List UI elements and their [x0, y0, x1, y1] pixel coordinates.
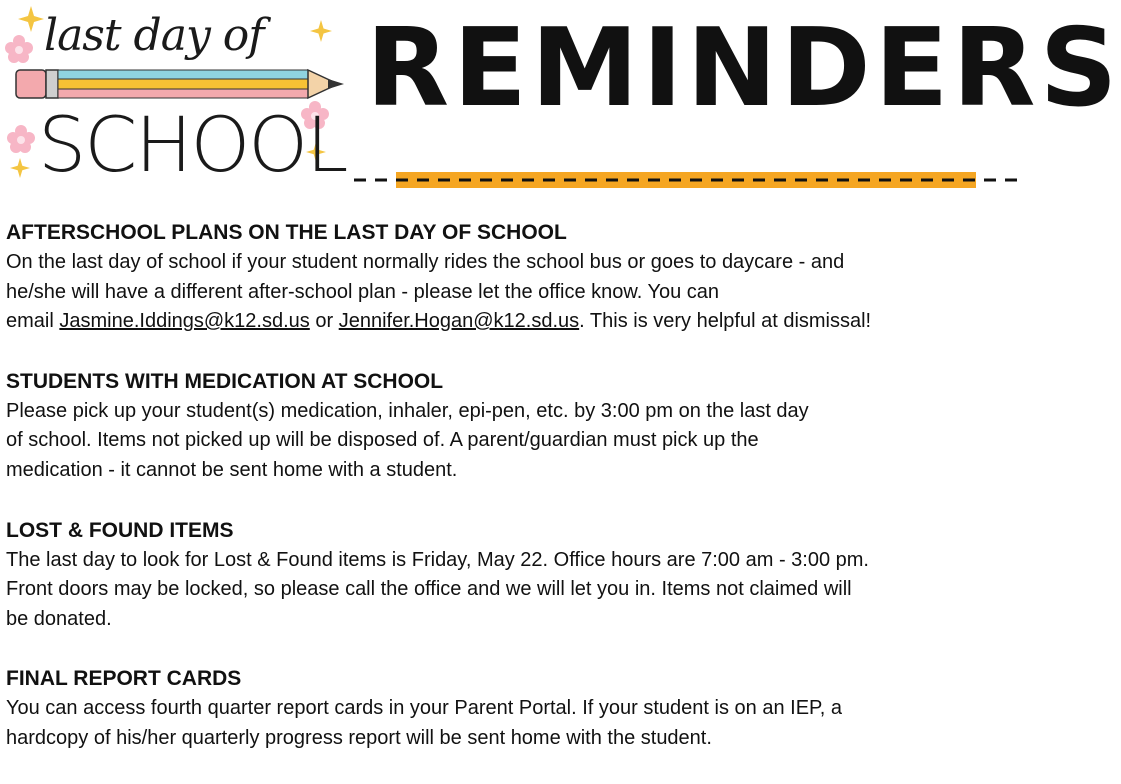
reminders-content [6, 218, 1018, 784]
email-prefix: email [6, 310, 60, 333]
section-final-report-cards [6, 664, 1018, 753]
body-line: hardcopy of his/her quarterly progress report will be sent home with the student. [6, 726, 712, 749]
pencil-icon [10, 64, 350, 104]
dashed-underline [352, 170, 1020, 190]
body-line-email [6, 307, 1018, 337]
body-line: he/she will have a different after-school plan - please let the office know. You can [6, 280, 720, 303]
section-afterschool-plans [6, 218, 1018, 337]
page-title: REMINDERS [366, 6, 1121, 131]
body-line: medication - it cannot be sent home with a student. [6, 458, 458, 481]
body-line: Please pick up your student(s) medication, inhaler, epi-pen, etc. by 3:00 pm on the last day [6, 399, 809, 422]
section-heading: AFTERSCHOOL PLANS ON THE LAST DAY OF SCHOOL [6, 221, 567, 244]
body-line: On the last day of school if your student normally rides the school bus or goes to daycare - and [6, 251, 845, 273]
header-banner [0, 0, 1121, 205]
email-suffix: . This is very helpful at dismissal! [579, 310, 872, 333]
email-separator: or [309, 310, 339, 333]
section-lost-and-found [6, 516, 1018, 635]
body-line: be donated. [6, 607, 112, 630]
body-line: You can access fourth quarter report cards in your Parent Portal. If your student is on an IEP, a [6, 697, 843, 720]
section-heading: FINAL REPORT CARDS [6, 667, 242, 691]
last-day-of-school-logo [0, 0, 350, 205]
email-link-jennifer[interactable]: Jennifer.Hogan@k12.sd.us [338, 310, 580, 333]
sparkle-icon [310, 20, 332, 42]
sparkle-icon [10, 158, 30, 178]
sparkle-icon [18, 6, 44, 32]
flower-icon [4, 34, 34, 64]
logo-text-last-day-of: last day of [44, 10, 264, 61]
section-heading: LOST & FOUND ITEMS [6, 518, 234, 542]
body-line: Front doors may be locked, so please call the office and we will let you in. Items not claimed will [6, 578, 852, 601]
body-line: of school. Items not picked up will be disposed of. A parent/guardian must pick up the [6, 429, 759, 452]
body-line: The last day to look for Lost & Found items is Friday, May 22. Office hours are 7:00 am - 3:00 pm. [6, 548, 869, 571]
section-medication [6, 367, 1018, 486]
logo-text-school: SCHOOL [38, 100, 347, 189]
section-heading: STUDENTS WITH MEDICATION AT SCHOOL [6, 369, 444, 393]
email-link-jasmine[interactable]: Jasmine.Iddings@k12.sd.us [59, 310, 310, 333]
flower-icon [6, 124, 36, 154]
